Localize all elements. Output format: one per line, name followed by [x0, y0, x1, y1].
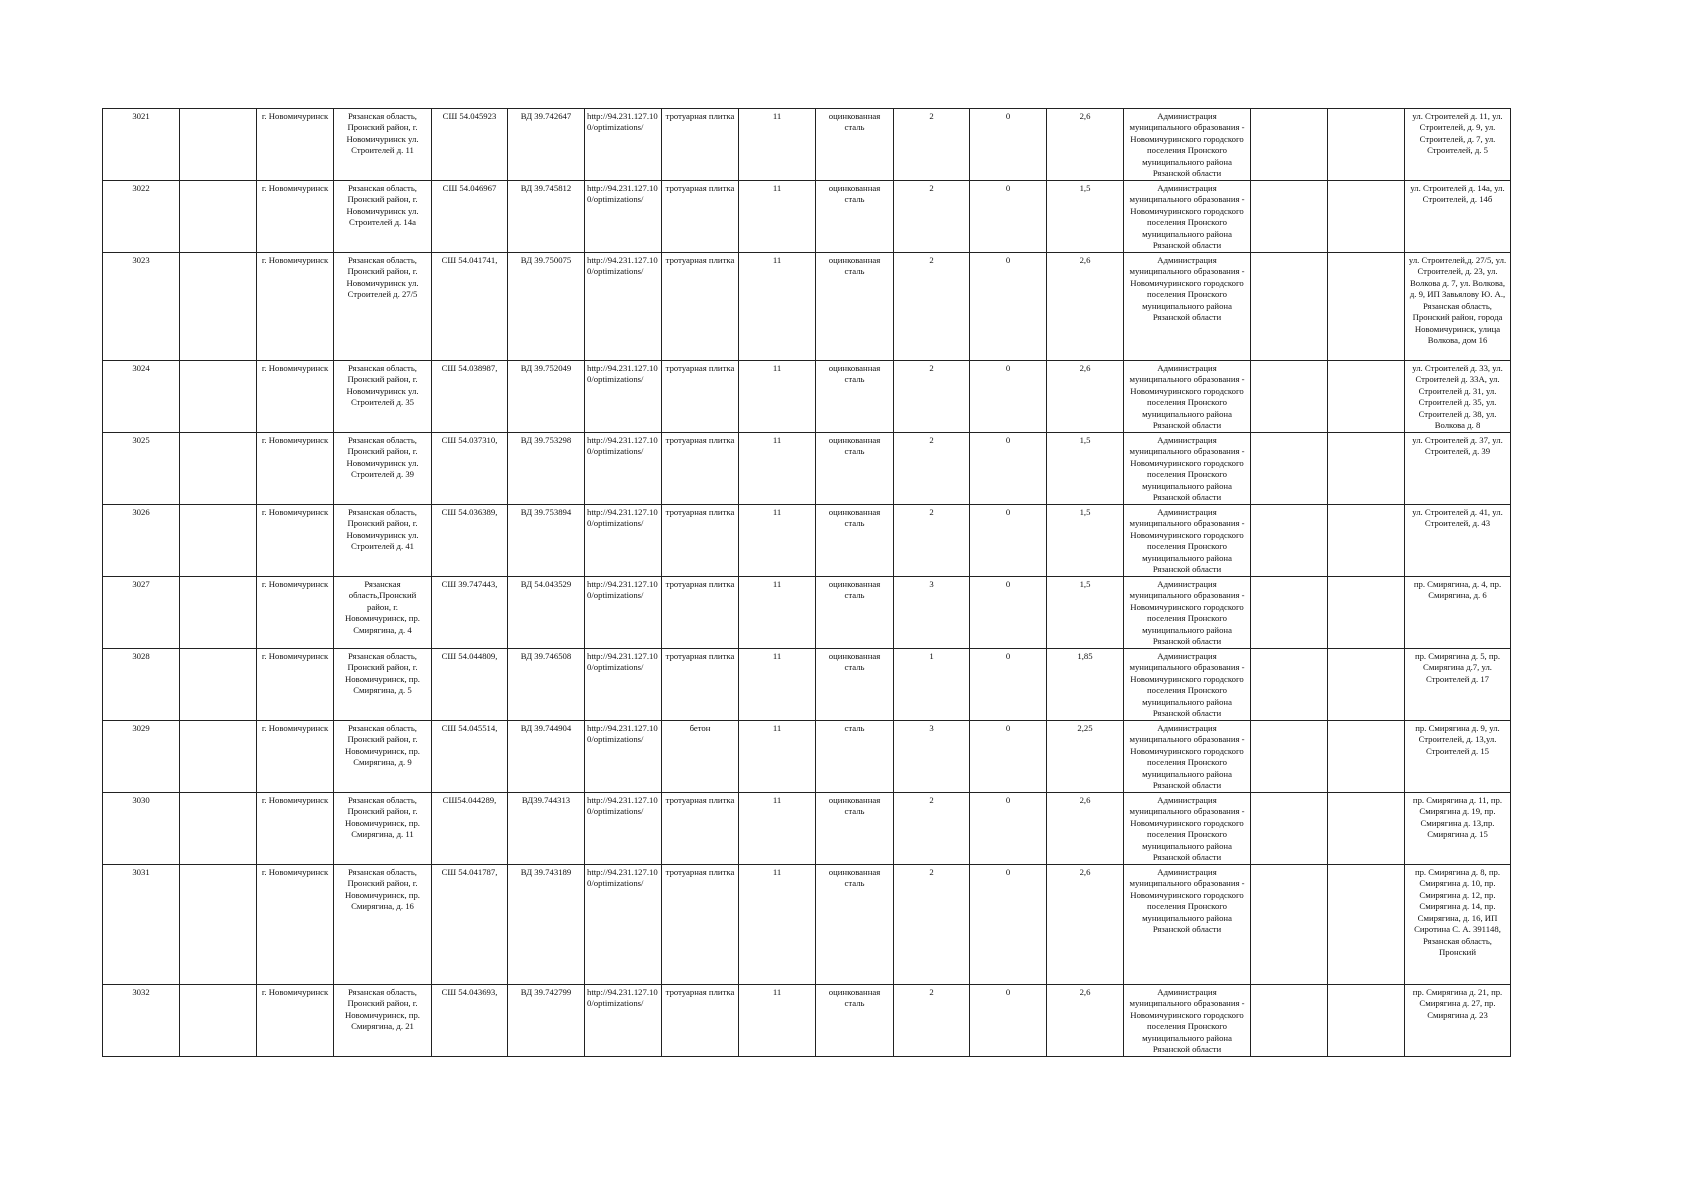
planned-count-cell: 0	[970, 433, 1047, 505]
waste-sites-table	[102, 108, 1511, 1057]
material-cell: оцинкованная сталь	[816, 577, 894, 649]
surface-cell: тротуарная плитка	[662, 181, 739, 253]
photo-link[interactable]: http://94.231.127.100/optimizations/	[585, 181, 662, 253]
volume-cell: 2,6	[1047, 109, 1124, 181]
empty-cell	[1328, 577, 1405, 649]
empty-cell	[1251, 985, 1328, 1057]
empty-cell	[1251, 253, 1328, 361]
area-cell: 11	[739, 361, 816, 433]
planned-count-cell: 0	[970, 793, 1047, 865]
sources-cell: пр. Смирягина д. 8, пр. Смирягина д. 10, пр. Смирягина д. 12, пр. Смирягина д. 14, пр. Смирягина, д. 16, ИП Сиротина С. А. 391148, Рязанская область, Пронский	[1405, 865, 1511, 985]
latitude-cell: СШ 54.041787,	[432, 865, 508, 985]
volume-cell: 1,5	[1047, 181, 1124, 253]
table-row	[103, 181, 1511, 253]
table-row	[103, 793, 1511, 865]
empty-cell	[1251, 433, 1328, 505]
table-row	[103, 505, 1511, 577]
city-cell: г. Новомичуринск	[257, 721, 334, 793]
area-cell: 11	[739, 181, 816, 253]
photo-link[interactable]: http://94.231.127.100/optimizations/	[585, 577, 662, 649]
empty-cell	[1251, 793, 1328, 865]
address-cell: Рязанская область, Пронский район, г. Новомичуринск, пр. Смирягина, д. 21	[334, 985, 432, 1057]
table-row	[103, 577, 1511, 649]
empty-cell	[1328, 505, 1405, 577]
material-cell: оцинкованная сталь	[816, 253, 894, 361]
container-count-cell: 2	[894, 985, 970, 1057]
owner-cell: Администрация муниципального образования - Новомичуринского городского поселения Пронского муниципального района Рязанской области	[1124, 577, 1251, 649]
address-cell: Рязанская область, Пронский район, г. Новомичуринск ул. Строителей д. 27/5	[334, 253, 432, 361]
row-number: 3027	[103, 577, 180, 649]
material-cell: оцинкованная сталь	[816, 865, 894, 985]
container-count-cell: 3	[894, 577, 970, 649]
area-cell: 11	[739, 793, 816, 865]
surface-cell: тротуарная плитка	[662, 361, 739, 433]
sources-cell: ул. Строителей д. 14а, ул. Строителей, д. 14б	[1405, 181, 1511, 253]
sources-cell: пр. Смирягина д. 11, пр. Смирягина д. 19, пр. Смирягина д. 13,пр. Смирягина д. 15	[1405, 793, 1511, 865]
empty-cell	[180, 109, 257, 181]
volume-cell: 2,6	[1047, 985, 1124, 1057]
longitude-cell: ВД 39.746508	[508, 649, 585, 721]
empty-cell	[1251, 361, 1328, 433]
longitude-cell: ВД 39.752049	[508, 361, 585, 433]
city-cell: г. Новомичуринск	[257, 577, 334, 649]
surface-cell: тротуарная плитка	[662, 433, 739, 505]
table-row	[103, 721, 1511, 793]
longitude-cell: ВД 39.744904	[508, 721, 585, 793]
material-cell: оцинкованная сталь	[816, 181, 894, 253]
surface-cell: тротуарная плитка	[662, 577, 739, 649]
owner-cell: Администрация муниципального образования - Новомичуринского городского поселения Пронского муниципального района Рязанской области	[1124, 793, 1251, 865]
sources-cell: ул. Строителей д. 11, ул. Строителей, д. 9, ул. Строителей, д. 7, ул. Строителей, д. 5	[1405, 109, 1511, 181]
row-number: 3022	[103, 181, 180, 253]
sources-cell: ул. Строителей д. 33, ул. Строителей д. 33А, ул. Строителей д. 31, ул. Строителей д. 35, ул. Строителей д. 38, ул. Волкова д. 8	[1405, 361, 1511, 433]
material-cell: оцинкованная сталь	[816, 109, 894, 181]
photo-link[interactable]: http://94.231.127.100/optimizations/	[585, 793, 662, 865]
empty-cell	[1251, 181, 1328, 253]
empty-cell	[1328, 649, 1405, 721]
empty-cell	[1251, 109, 1328, 181]
surface-cell: тротуарная плитка	[662, 505, 739, 577]
empty-cell	[1328, 721, 1405, 793]
surface-cell: тротуарная плитка	[662, 253, 739, 361]
owner-cell: Администрация муниципального образования - Новомичуринского городского поселения Пронского муниципального района Рязанской области	[1124, 361, 1251, 433]
material-cell: оцинкованная сталь	[816, 793, 894, 865]
address-cell: Рязанская область, Пронский район, г. Новомичуринск ул. Строителей д. 39	[334, 433, 432, 505]
sources-cell: пр. Смирягина д. 21, пр. Смирягина д. 27, пр. Смирягина д. 23	[1405, 985, 1511, 1057]
address-cell: Рязанская область, Пронский район, г. Новомичуринск, пр. Смирягина, д. 9	[334, 721, 432, 793]
volume-cell: 2,6	[1047, 253, 1124, 361]
latitude-cell: СШ 54.038987,	[432, 361, 508, 433]
latitude-cell: СШ 54.046967	[432, 181, 508, 253]
table-row	[103, 649, 1511, 721]
container-count-cell: 2	[894, 181, 970, 253]
planned-count-cell: 0	[970, 181, 1047, 253]
material-cell: оцинкованная сталь	[816, 505, 894, 577]
city-cell: г. Новомичуринск	[257, 505, 334, 577]
sources-cell: пр. Смирягина, д. 4, пр. Смирягина, д. 6	[1405, 577, 1511, 649]
longitude-cell: ВД 39.742799	[508, 985, 585, 1057]
empty-cell	[180, 865, 257, 985]
container-count-cell: 2	[894, 253, 970, 361]
empty-cell	[180, 649, 257, 721]
latitude-cell: СШ 54.043693,	[432, 985, 508, 1057]
table-row	[103, 865, 1511, 985]
photo-link[interactable]: http://94.231.127.100/optimizations/	[585, 253, 662, 361]
empty-cell	[180, 577, 257, 649]
surface-cell: тротуарная плитка	[662, 793, 739, 865]
area-cell: 11	[739, 577, 816, 649]
longitude-cell: ВД 54.043529	[508, 577, 585, 649]
area-cell: 11	[739, 649, 816, 721]
latitude-cell: СШ 39.747443,	[432, 577, 508, 649]
volume-cell: 1,5	[1047, 577, 1124, 649]
surface-cell: тротуарная плитка	[662, 865, 739, 985]
area-cell: 11	[739, 721, 816, 793]
photo-link[interactable]: http://94.231.127.100/optimizations/	[585, 985, 662, 1057]
table-body	[103, 109, 1511, 1057]
latitude-cell: СШ54.044289,	[432, 793, 508, 865]
empty-cell	[1328, 985, 1405, 1057]
owner-cell: Администрация муниципального образования - Новомичуринского городского поселения Пронского муниципального района Рязанской области	[1124, 181, 1251, 253]
latitude-cell: СШ 54.045514,	[432, 721, 508, 793]
row-number: 3024	[103, 361, 180, 433]
address-cell: Рязанская область, Пронский район, г. Новомичуринск ул. Строителей д. 14а	[334, 181, 432, 253]
table-row	[103, 109, 1511, 181]
planned-count-cell: 0	[970, 649, 1047, 721]
sources-cell: ул. Строителей д. 41, ул. Строителей, д. 43	[1405, 505, 1511, 577]
container-count-cell: 2	[894, 361, 970, 433]
planned-count-cell: 0	[970, 253, 1047, 361]
city-cell: г. Новомичуринск	[257, 253, 334, 361]
latitude-cell: СШ 54.036389,	[432, 505, 508, 577]
sources-cell: ул. Строителей д. 37, ул. Строителей, д. 39	[1405, 433, 1511, 505]
latitude-cell: СШ 54.045923	[432, 109, 508, 181]
empty-cell	[180, 253, 257, 361]
empty-cell	[1328, 433, 1405, 505]
address-cell: Рязанская область, Пронский район, г. Новомичуринск, пр. Смирягина, д. 11	[334, 793, 432, 865]
address-cell: Рязанская область,Пронский район, г. Новомичуринск, пр. Смирягина, д. 4	[334, 577, 432, 649]
row-number: 3026	[103, 505, 180, 577]
empty-cell	[180, 361, 257, 433]
longitude-cell: ВД 39.745812	[508, 181, 585, 253]
city-cell: г. Новомичуринск	[257, 181, 334, 253]
area-cell: 11	[739, 109, 816, 181]
material-cell: оцинкованная сталь	[816, 985, 894, 1057]
empty-cell	[1251, 649, 1328, 721]
owner-cell: Администрация муниципального образования - Новомичуринского городского поселения Пронского муниципального района Рязанской области	[1124, 433, 1251, 505]
empty-cell	[180, 793, 257, 865]
address-cell: Рязанская область, Пронский район, г. Новомичуринск, пр. Смирягина, д. 5	[334, 649, 432, 721]
planned-count-cell: 0	[970, 721, 1047, 793]
city-cell: г. Новомичуринск	[257, 793, 334, 865]
empty-cell	[1328, 793, 1405, 865]
photo-link[interactable]: http://94.231.127.100/optimizations/	[585, 433, 662, 505]
sources-cell: пр. Смирягина д. 9, ул. Строителей, д. 13,ул. Строителей д. 15	[1405, 721, 1511, 793]
longitude-cell: ВД 39.743189	[508, 865, 585, 985]
row-number: 3029	[103, 721, 180, 793]
container-count-cell: 1	[894, 649, 970, 721]
city-cell: г. Новомичуринск	[257, 985, 334, 1057]
volume-cell: 2,6	[1047, 361, 1124, 433]
container-count-cell: 2	[894, 433, 970, 505]
container-count-cell: 2	[894, 109, 970, 181]
longitude-cell: ВД 39.742647	[508, 109, 585, 181]
photo-link[interactable]: http://94.231.127.100/optimizations/	[585, 505, 662, 577]
owner-cell: Администрация муниципального образования - Новомичуринского городского поселения Пронского муниципального района Рязанской области	[1124, 865, 1251, 985]
empty-cell	[1328, 109, 1405, 181]
surface-cell: тротуарная плитка	[662, 985, 739, 1057]
row-number: 3032	[103, 985, 180, 1057]
surface-cell: тротуарная плитка	[662, 109, 739, 181]
material-cell: оцинкованная сталь	[816, 433, 894, 505]
table-row	[103, 433, 1511, 505]
photo-link[interactable]: http://94.231.127.100/optimizations/	[585, 649, 662, 721]
owner-cell: Администрация муниципального образования - Новомичуринского городского поселения Пронского муниципального района Рязанской области	[1124, 721, 1251, 793]
empty-cell	[1328, 865, 1405, 985]
empty-cell	[1328, 181, 1405, 253]
photo-link[interactable]: http://94.231.127.100/optimizations/	[585, 865, 662, 985]
longitude-cell: ВД 39.753298	[508, 433, 585, 505]
city-cell: г. Новомичуринск	[257, 865, 334, 985]
empty-cell	[1251, 505, 1328, 577]
city-cell: г. Новомичуринск	[257, 649, 334, 721]
owner-cell: Администрация муниципального образования - Новомичуринского городского поселения Пронского муниципального района Рязанской области	[1124, 649, 1251, 721]
container-count-cell: 2	[894, 505, 970, 577]
row-number: 3030	[103, 793, 180, 865]
area-cell: 11	[739, 865, 816, 985]
table-row	[103, 985, 1511, 1057]
empty-cell	[1251, 721, 1328, 793]
container-count-cell: 2	[894, 865, 970, 985]
material-cell: оцинкованная сталь	[816, 649, 894, 721]
longitude-cell: ВД 39.750075	[508, 253, 585, 361]
table-row	[103, 361, 1511, 433]
material-cell: сталь	[816, 721, 894, 793]
owner-cell: Администрация муниципального образования - Новомичуринского городского поселения Пронского муниципального района Рязанской области	[1124, 505, 1251, 577]
area-cell: 11	[739, 985, 816, 1057]
sources-cell: ул. Строителей,д. 27/5, ул. Строителей, д. 23, ул. Волкова д. 7, ул. Волкова, д. 9, ИП Завьялову Ю. А., Рязанская область, Пронский район, города Новомичуринск, улица Волкова, дом 16	[1405, 253, 1511, 361]
longitude-cell: ВД39.744313	[508, 793, 585, 865]
photo-link[interactable]: http://94.231.127.100/optimizations/	[585, 721, 662, 793]
row-number: 3025	[103, 433, 180, 505]
empty-cell	[180, 433, 257, 505]
planned-count-cell: 0	[970, 985, 1047, 1057]
city-cell: г. Новомичуринск	[257, 361, 334, 433]
longitude-cell: ВД 39.753894	[508, 505, 585, 577]
row-number: 3021	[103, 109, 180, 181]
owner-cell: Администрация муниципального образования - Новомичуринского городского поселения Пронского муниципального района Рязанской области	[1124, 109, 1251, 181]
empty-cell	[180, 721, 257, 793]
city-cell: г. Новомичуринск	[257, 109, 334, 181]
address-cell: Рязанская область, Пронский район, г. Новомичуринск, пр. Смирягина, д. 16	[334, 865, 432, 985]
owner-cell: Администрация муниципального образования - Новомичуринского городского поселения Пронского муниципального района Рязанской области	[1124, 985, 1251, 1057]
planned-count-cell: 0	[970, 361, 1047, 433]
empty-cell	[180, 985, 257, 1057]
container-count-cell: 3	[894, 721, 970, 793]
surface-cell: тротуарная плитка	[662, 649, 739, 721]
empty-cell	[1328, 253, 1405, 361]
empty-cell	[180, 181, 257, 253]
address-cell: Рязанская область, Пронский район, г. Новомичуринск ул. Строителей д. 35	[334, 361, 432, 433]
sources-cell: пр. Смирягина д. 5, пр. Смирягина д.7, ул. Строителей д. 17	[1405, 649, 1511, 721]
row-number: 3031	[103, 865, 180, 985]
volume-cell: 1,5	[1047, 505, 1124, 577]
surface-cell: бетон	[662, 721, 739, 793]
empty-cell	[1251, 577, 1328, 649]
planned-count-cell: 0	[970, 577, 1047, 649]
row-number: 3028	[103, 649, 180, 721]
planned-count-cell: 0	[970, 505, 1047, 577]
planned-count-cell: 0	[970, 109, 1047, 181]
latitude-cell: СШ 54.037310,	[432, 433, 508, 505]
empty-cell	[1328, 361, 1405, 433]
address-cell: Рязанская область, Пронский район, г. Новомичуринск ул. Строителей д. 11	[334, 109, 432, 181]
volume-cell: 2,6	[1047, 793, 1124, 865]
planned-count-cell: 0	[970, 865, 1047, 985]
area-cell: 11	[739, 433, 816, 505]
address-cell: Рязанская область, Пронский район, г. Новомичуринск ул. Строителей д. 41	[334, 505, 432, 577]
photo-link[interactable]: http://94.231.127.100/optimizations/	[585, 361, 662, 433]
table-row	[103, 253, 1511, 361]
volume-cell: 2,25	[1047, 721, 1124, 793]
latitude-cell: СШ 54.041741,	[432, 253, 508, 361]
container-count-cell: 2	[894, 793, 970, 865]
city-cell: г. Новомичуринск	[257, 433, 334, 505]
volume-cell: 1,85	[1047, 649, 1124, 721]
empty-cell	[1251, 865, 1328, 985]
area-cell: 11	[739, 253, 816, 361]
photo-link[interactable]: http://94.231.127.100/optimizations/	[585, 109, 662, 181]
latitude-cell: СШ 54.044809,	[432, 649, 508, 721]
row-number: 3023	[103, 253, 180, 361]
owner-cell: Администрация муниципального образования - Новомичуринского городского поселения Пронского муниципального района Рязанской области	[1124, 253, 1251, 361]
material-cell: оцинкованная сталь	[816, 361, 894, 433]
volume-cell: 2,6	[1047, 865, 1124, 985]
volume-cell: 1,5	[1047, 433, 1124, 505]
empty-cell	[180, 505, 257, 577]
area-cell: 11	[739, 505, 816, 577]
